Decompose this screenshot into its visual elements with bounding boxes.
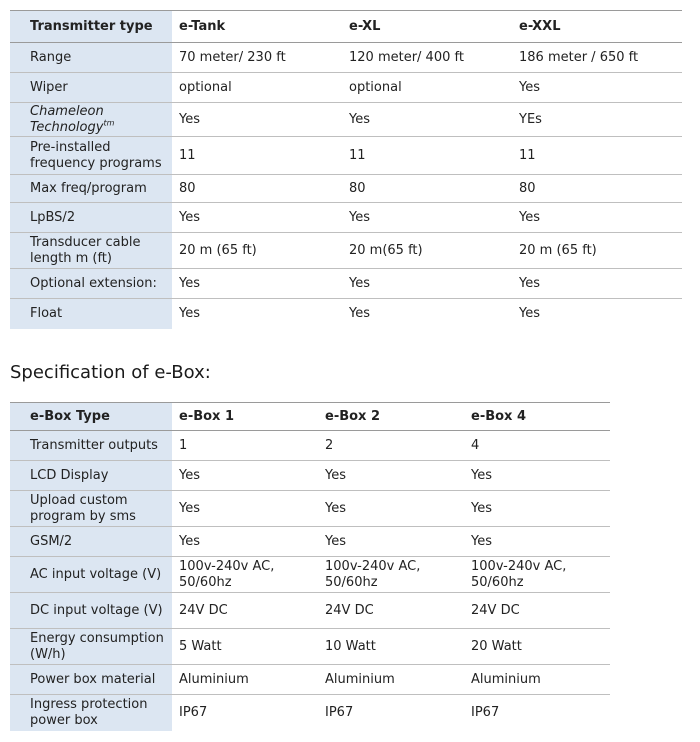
row-label: Optional extension: [10,269,172,299]
table-row [10,629,610,665]
cell: 24V DC [172,593,318,629]
transmitter-spec-table [10,10,682,329]
cell: Yes [172,203,342,233]
cell: 2 [318,431,464,461]
cell: Yes [172,269,342,299]
row-label: AC input voltage (V) [10,557,172,593]
row-label: Pre-installed frequency programs [10,137,172,175]
header-ebox-2: e-Box 2 [318,403,464,431]
header-e-tank: e-Tank [172,11,342,43]
cell: 120 meter/ 400 ft [342,43,512,73]
table-header-row [10,403,610,431]
cell: 24V DC [464,593,610,629]
cell: Yes [318,461,464,491]
table-row [10,527,610,557]
cell: 1 [172,431,318,461]
row-label: LpBS/2 [10,203,172,233]
cell: 80 [342,175,512,203]
cell: Yes [342,203,512,233]
header-e-xxl: e-XXL [512,11,682,43]
cell: Yes [172,491,318,527]
cell: 100v-240v AC, 50/60hz [172,557,318,593]
cell: Yes [342,269,512,299]
cell: 70 meter/ 230 ft [172,43,342,73]
header-e-xl: e-XL [342,11,512,43]
cell: Aluminium [172,665,318,695]
row-label-text: Chameleon Technology [30,103,104,135]
cell: Aluminium [318,665,464,695]
cell: Yes [172,103,342,137]
table-row [10,233,682,269]
row-label: Wiper [10,73,172,103]
table-row [10,137,682,175]
cell: Yes [512,73,682,103]
cell: Yes [464,461,610,491]
cell: 20 m (65 ft) [172,233,342,269]
row-label [10,103,172,137]
cell: 80 [172,175,342,203]
table-row [10,299,682,329]
cell: Yes [172,461,318,491]
header-ebox-4: e-Box 4 [464,403,610,431]
cell: Yes [349,305,370,321]
cell: 80 [512,175,682,203]
cell: 20 Watt [464,629,610,665]
row-label: Upload custom program by sms [10,491,172,527]
table-row [10,557,610,593]
table-row [10,203,682,233]
cell: optional [172,73,342,103]
cell: 20 m(65 ft) [342,233,512,269]
table-row [10,73,682,103]
row-label: Power box material [10,665,172,695]
row-label: Max freq/program [10,175,172,203]
table-row [10,461,610,491]
cell: 5 Watt [172,629,318,665]
ebox-spec-heading: Specification of e-Box: [10,362,211,383]
row-label: Energy consumption (W/h) [10,629,172,665]
table-row [10,665,610,695]
table-row [10,43,682,73]
cell: 186 meter / 650 ft [512,43,682,73]
table-row [10,431,610,461]
cell: Yes [464,491,610,527]
cell: Yes [519,305,540,321]
cell: 11 [512,137,682,175]
trademark-superscript: tm [103,118,115,128]
cell: IP67 [471,704,500,720]
row-label: Range [10,43,172,73]
cell: 10 Watt [318,629,464,665]
ebox-spec-table [10,402,610,731]
cell: IP67 [325,704,354,720]
cell: YEs [512,103,682,137]
cell: 20 m (65 ft) [512,233,682,269]
row-label: Ingress protection power box [10,695,172,731]
table-row [10,593,610,629]
header-ebox-1: e-Box 1 [172,403,318,431]
cell: Yes [512,203,682,233]
table-header-row [10,11,682,43]
cell: 24V DC [318,593,464,629]
cell: Yes [172,527,318,557]
cell: optional [342,73,512,103]
row-label: Transducer cable length m (ft) [10,233,172,269]
cell: Yes [342,103,512,137]
cell: Aluminium [464,665,610,695]
table-row [10,269,682,299]
row-label: Float [10,299,172,329]
row-label: GSM/2 [10,527,172,557]
cell: 11 [172,137,342,175]
table-row [10,695,610,731]
table-row [10,103,682,137]
cell: Yes [318,527,464,557]
cell: Yes [464,527,610,557]
row-label: DC input voltage (V) [10,593,172,629]
cell: IP67 [179,704,208,720]
cell: Yes [179,305,200,321]
row-label: LCD Display [10,461,172,491]
cell: 11 [342,137,512,175]
cell: Yes [318,491,464,527]
table-row [10,175,682,203]
row-label: Transmitter outputs [10,431,172,461]
table-row [10,491,610,527]
cell: Yes [512,269,682,299]
cell: 100v-240v AC, 50/60hz [464,557,610,593]
cell: 100v-240v AC, 50/60hz [318,557,464,593]
cell: 4 [464,431,610,461]
header-ebox-type: e-Box Type [10,403,172,431]
header-transmitter-type: Transmitter type [10,11,172,43]
